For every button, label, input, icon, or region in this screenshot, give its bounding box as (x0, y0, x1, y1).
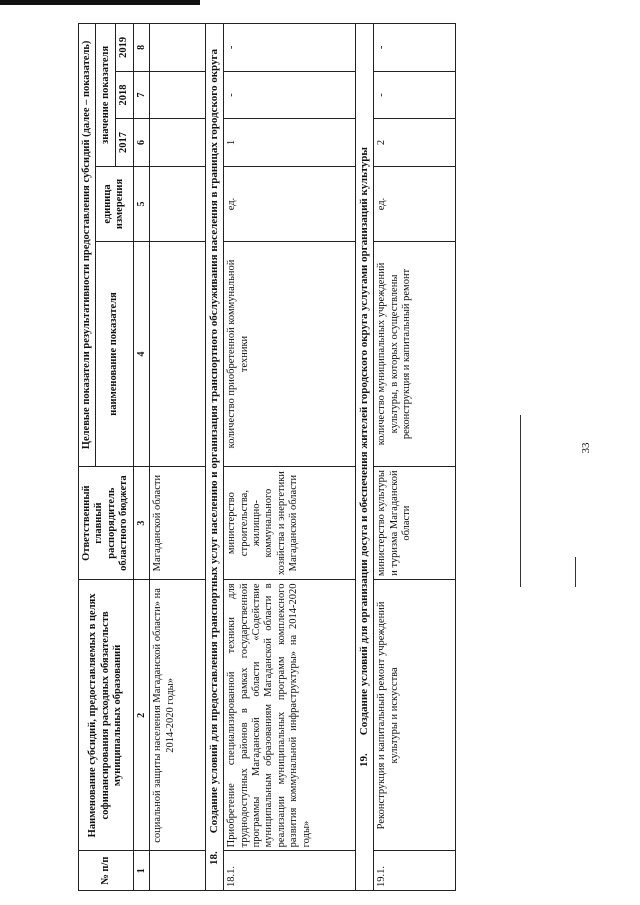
indicator-name: количество приобретенной коммунальной техники (224, 242, 356, 467)
header-values-group: значение показателя (96, 24, 116, 167)
value-2018: - (374, 71, 456, 119)
col-number: 2 (133, 580, 150, 851)
section-18-row (206, 24, 224, 891)
col-number: 3 (133, 466, 150, 580)
col-number: 1 (133, 851, 150, 891)
page-number: 33 (580, 442, 592, 454)
unit: ед. (374, 166, 456, 241)
indicator-name: количество муниципальных учреждений культуры, в которых осуществлены реконструкция и капитальный ремонт (374, 242, 456, 467)
ministry-name: министерство культуры и туризма Магаданской области (374, 466, 456, 580)
header-unit: единица измерения (96, 166, 133, 241)
header-indicator-name: наименование показателя (96, 242, 133, 467)
header-year-2019: 2019 (116, 24, 133, 72)
header-ministry: Ответственный главный распорядитель областного бюджета (79, 466, 134, 580)
header-year-2018: 2018 (116, 71, 133, 119)
footer-rule (520, 415, 521, 587)
header-num: № п/п (79, 851, 134, 891)
header-row-1 (79, 24, 96, 891)
value-2017: 1 (224, 119, 356, 167)
header-indicators-group: Целевые показатели результативности предоставления субсидий (далее – показатель) (79, 24, 96, 467)
value-2019: - (374, 24, 456, 72)
header-subsidy-name: Наименование субсидий, предоставляемых в целях софинансирования расходных обязательств муниципальных образований (79, 580, 134, 851)
col-number: 5 (133, 166, 150, 241)
table-row-19-1 (374, 24, 456, 891)
value-2018: - (224, 71, 356, 119)
subsidy-indicators-table (78, 23, 456, 891)
unit: ед. (224, 166, 356, 241)
subsidy-name: социальной защиты населения Магаданской области» на 2014-2020 годы» (150, 580, 206, 851)
col-number: 4 (133, 242, 150, 467)
section-title: Создание условий для организации досуга и обеспечения жителей городского округа услугами организаций культуры (358, 147, 371, 736)
subsidy-name: Приобретение специализированной техники для труднодоступных районов в рамках государственной программы Магаданской области «Содействие муниципальным образованиям Магаданской области в реализации муниципальных программ комплексного развития коммунальной инфраструктуры» на 2014-2020 годы» (224, 580, 356, 851)
table-row-18-1 (224, 24, 356, 891)
ministry-name: министерство строительства, жилищно-коммунального хозяйства и энергетики Магаданской области (224, 466, 356, 580)
ministry-name: Магаданской области (150, 466, 206, 580)
col-number: 6 (133, 119, 150, 167)
footer-rule (575, 557, 576, 587)
header-year-2017: 2017 (116, 119, 133, 167)
section-number: 19. (358, 753, 371, 767)
section-number: 18. (208, 851, 221, 866)
col-number: 7 (133, 71, 150, 119)
subsidy-name: Реконструкция и капитальный ремонт учреждений культуры и искусства (374, 580, 456, 851)
section-title: Создание условий для предоставления транспортных услуг населению и организация транспортного обслуживания населения в границах городского округа (208, 48, 221, 834)
value-2017: 2 (374, 119, 456, 167)
row-number: 18.1. (224, 851, 356, 891)
section-19-row (356, 24, 374, 891)
value-2019: - (224, 24, 356, 72)
row-number: 19.1. (374, 851, 456, 891)
table-row-continued (150, 24, 206, 891)
col-number: 8 (133, 24, 150, 72)
column-number-row (133, 24, 150, 891)
